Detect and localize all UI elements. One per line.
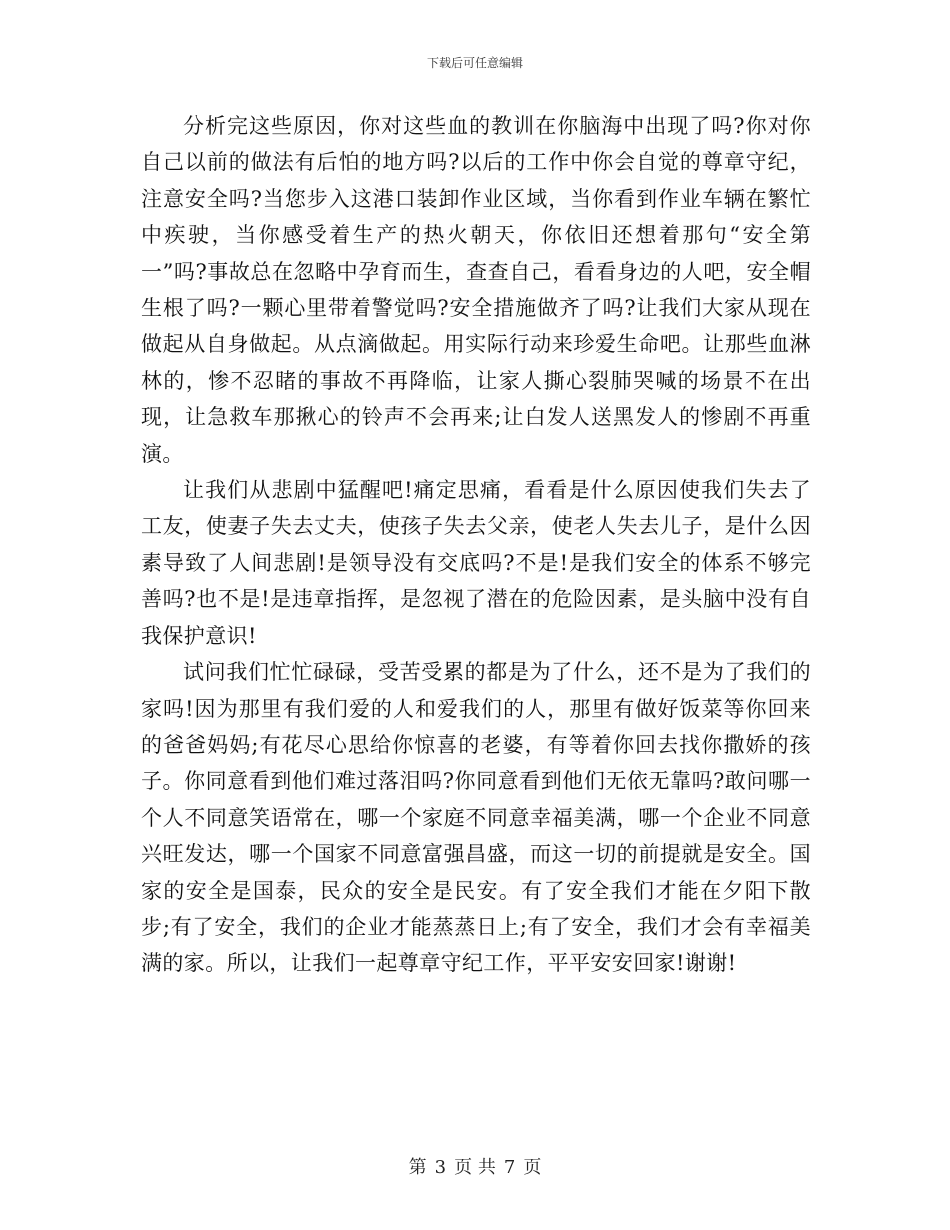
page-footer-middle: 页 共 bbox=[454, 1157, 496, 1178]
page-number-footer bbox=[0, 1153, 950, 1179]
document-body bbox=[141, 108, 811, 982]
paragraph-1: 分析完这些原因，你对这些血的教训在你脑海中出现了吗?你对你自己以前的做法有后怕的地方吗?以后的工作中你会自觉的尊章守纪，注意安全吗?当您步入这港口装卸作业区域，当你看到作业车辆在繁忙中疾驶，当你感受着生产的热火朝天，你依旧还想着那句“安全第一”吗?事故总在忽略中孕育而生，查查自己，看看身边的人吧，安全帽生根了吗?一颗心里带着警觉吗?安全措施做齐了吗?让我们大家从现在做起从自身做起。从点滴做起。用实际行动来珍爱生命吧。让那些血淋林的，惨不忍睹的事故不再降临，让家人撕心裂肺哭喊的场景不在出现，让急救车那揪心的铃声不会再来;让白发人送黑发人的惨剧不再重演。 bbox=[141, 114, 811, 466]
page-header-note: 下载后可任意编辑 bbox=[426, 56, 523, 70]
paragraph-2: 让我们从悲剧中猛醒吧!痛定思痛，看看是什么原因使我们失去了工友，使妻子失去丈夫，使孩子失去父亲，使老人失去儿子，是什么因素导致了人间悲剧!是领导没有交底吗?不是!是我们安全的体系不够完善吗?也不是!是违章指挥，是忽视了潜在的危险因素，是头脑中没有自我保护意识! bbox=[141, 478, 811, 648]
paragraph-3: 试问我们忙忙碌碌，受苦受累的都是为了什么，还不是为了我们的家吗!因为那里有我们爱的人和爱我们的人，那里有做好饭菜等你回来的爸爸妈妈;有花尽心思给你惊喜的老婆，有等着你回去找你撒娇的孩子。你同意看到他们难过落泪吗?你同意看到他们无依无靠吗?敢问哪一个人不同意笑语常在，哪一个家庭不同意幸福美满，哪一个企业不同意兴旺发达，哪一个国家不同意富强昌盛，而这一切的前提就是安全。国家的安全是国泰，民众的安全是民安。有了安全我们才能在夕阳下散步;有了安全，我们的企业才能蒸蒸日上;有了安全，我们才会有幸福美满的家。所以，让我们一起尊章守纪工作，平平安安回家!谢谢! bbox=[141, 660, 811, 976]
page-footer-prefix: 第 bbox=[408, 1157, 427, 1178]
page-footer-suffix: 页 bbox=[523, 1157, 542, 1178]
total-page-count: 7 bbox=[503, 1157, 516, 1178]
current-page-number: 3 bbox=[434, 1157, 447, 1178]
